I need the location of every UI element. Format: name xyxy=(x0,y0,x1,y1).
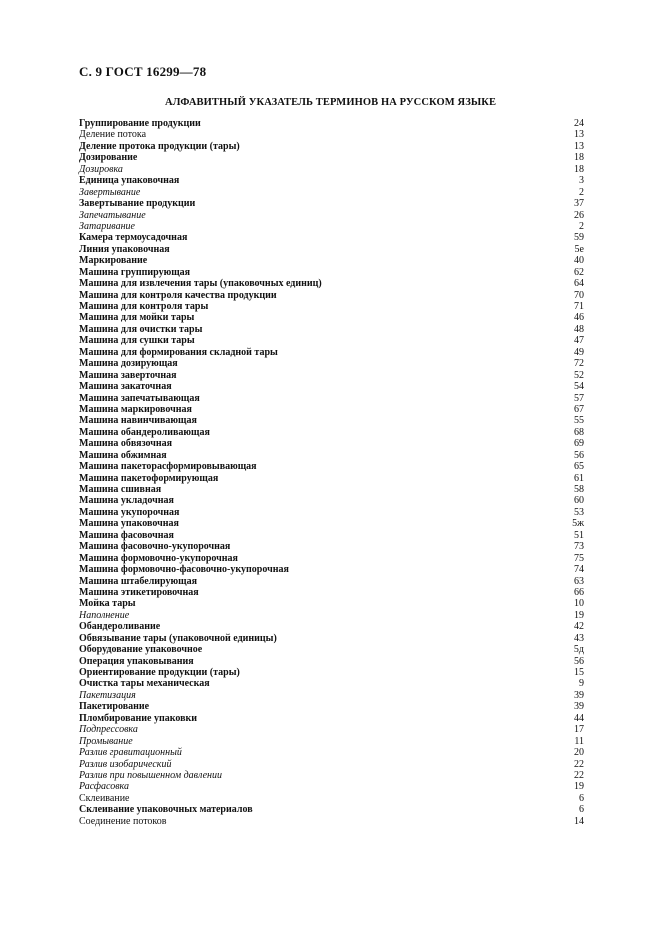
index-entry-number: 60 xyxy=(574,495,584,507)
index-entry xyxy=(79,278,584,289)
index-entry-term: Машина упаковочная xyxy=(79,518,179,530)
index-entry xyxy=(79,736,584,747)
index-entry-number: 68 xyxy=(574,426,584,438)
index-entry-term: Машина для очистки тары xyxy=(79,323,203,335)
index-entry-term: Машина обвязочная xyxy=(79,438,173,450)
index-entry xyxy=(79,530,584,541)
index-entry-term: Пакетизация xyxy=(79,689,136,701)
index-entry xyxy=(79,495,584,506)
index-entry-term: Очистка тары механическая xyxy=(79,678,210,690)
index-entry xyxy=(79,759,584,770)
index-entry xyxy=(79,427,584,438)
index-entry-term: Склеивание упаковочных материалов xyxy=(79,804,253,816)
index-entry-term: Мойка тары xyxy=(79,598,136,610)
index-entry-number: 20 xyxy=(574,747,584,759)
index-entry-number: 9 xyxy=(579,678,584,690)
index-entry xyxy=(79,701,584,712)
index-entry-term: Запечатывание xyxy=(79,209,146,221)
index-entry xyxy=(79,633,584,644)
index-entry-number: 62 xyxy=(574,266,584,278)
index-entry xyxy=(79,816,584,827)
index-entry-number: 48 xyxy=(574,323,584,335)
index-entry-number: 57 xyxy=(574,392,584,404)
index-entry-number: 5д xyxy=(573,644,584,656)
index-entry xyxy=(79,198,584,209)
index-entry-number: 74 xyxy=(574,564,584,576)
index-entry-term: Машина запечатывающая xyxy=(79,392,200,404)
index-entry-number: 55 xyxy=(574,415,584,427)
index-entry-term: Затаривание xyxy=(79,220,135,232)
index-entry-number: 40 xyxy=(574,255,584,267)
index-entry xyxy=(79,553,584,564)
index-entry xyxy=(79,358,584,369)
index-entry xyxy=(79,690,584,701)
index-entry-term: Машина укупорочная xyxy=(79,506,180,518)
index-entry-term: Соединение потоков xyxy=(79,815,167,827)
index-entry-number: 43 xyxy=(574,632,584,644)
index-entry-number: 17 xyxy=(574,724,584,736)
index-entry xyxy=(79,518,584,529)
index-entry-number: 22 xyxy=(574,758,584,770)
index-entry-term: Завертывание продукции xyxy=(79,198,196,210)
index-entry-term: Подпрессовка xyxy=(79,724,138,736)
index-entry xyxy=(79,267,584,278)
index-entry-term: Разлив гравитационный xyxy=(79,747,182,759)
index-entry-term: Машина фасовочно-укупорочная xyxy=(79,541,231,553)
index-entry xyxy=(79,747,584,758)
index-entry-term: Дозирование xyxy=(79,152,138,164)
index-entry-term: Линия упаковочная xyxy=(79,243,170,255)
index-entry-term: Деление протока продукции (тары) xyxy=(79,140,240,152)
index-entry-number: 18 xyxy=(574,163,584,175)
index-entry-term: Деление потока xyxy=(79,129,147,141)
index-entry-term: Оборудование упаковочное xyxy=(79,644,203,656)
index-entry-term: Машина для извлечения тары (упаковочных единиц) xyxy=(79,278,322,290)
index-entry-term: Машина обжимная xyxy=(79,449,167,461)
index-entry xyxy=(79,793,584,804)
index-entry-number: 6 xyxy=(579,804,584,816)
index-entry xyxy=(79,210,584,221)
index-entry-number: 24 xyxy=(574,118,584,129)
index-entry xyxy=(79,610,584,621)
index-entry-number: 66 xyxy=(574,586,584,598)
index-entry-number: 63 xyxy=(574,575,584,587)
index-entry xyxy=(79,804,584,815)
index-entry-number: 65 xyxy=(574,461,584,473)
index-entry-number: 52 xyxy=(574,369,584,381)
index-entry-number: 51 xyxy=(574,529,584,541)
index-entry-number: 47 xyxy=(574,335,584,347)
index-entry-number: 26 xyxy=(574,209,584,221)
index-entry xyxy=(79,290,584,301)
index-entry-number: 2 xyxy=(579,186,584,198)
index-entry-term: Единица упаковочная xyxy=(79,175,180,187)
index-entry-number: 3 xyxy=(579,175,584,187)
index-entry-term: Машина фасовочная xyxy=(79,529,174,541)
index-entry-number: 58 xyxy=(574,484,584,495)
index-entry-term: Склеивание xyxy=(79,792,130,804)
index-entry xyxy=(79,221,584,232)
index-entry-number: 5ж xyxy=(572,518,584,530)
index-entry-term: Ориентирование продукции (тары) xyxy=(79,667,240,678)
index-entry-number: 61 xyxy=(574,472,584,484)
index-entry-term: Завертывание xyxy=(79,186,141,198)
index-entry xyxy=(79,118,584,129)
index-entry-term: Машина для мойки тары xyxy=(79,312,195,324)
index-entry-number: 59 xyxy=(574,232,584,244)
index-entry-term: Машина укладочная xyxy=(79,495,174,507)
index-entry xyxy=(79,164,584,175)
index-entry xyxy=(79,598,584,609)
index-entry xyxy=(79,381,584,392)
index-entry-number: 54 xyxy=(574,381,584,393)
index-entry xyxy=(79,724,584,735)
index-entry xyxy=(79,621,584,632)
index-entry-number: 19 xyxy=(574,781,584,793)
index-entry-number: 37 xyxy=(574,198,584,210)
index-entry-number: 5е xyxy=(574,243,584,255)
index-entry xyxy=(79,393,584,404)
index-entry-term: Расфасовка xyxy=(79,781,129,793)
index-entry xyxy=(79,175,584,186)
index-entry xyxy=(79,576,584,587)
index-entry-term: Наполнение xyxy=(79,609,130,621)
index-entry xyxy=(79,438,584,449)
index-entry-term: Машина для контроля качества продукции xyxy=(79,289,277,301)
index-entry-number: 56 xyxy=(574,655,584,667)
index-entry xyxy=(79,781,584,792)
index-entry xyxy=(79,507,584,518)
index-entry-number: 73 xyxy=(574,541,584,553)
index-entry-number: 70 xyxy=(574,289,584,301)
index-entry-number: 42 xyxy=(574,621,584,633)
index-entry xyxy=(79,461,584,472)
index-entry xyxy=(79,152,584,163)
index-entry-term: Машина заверточная xyxy=(79,369,177,381)
index-entry xyxy=(79,770,584,781)
index-entry xyxy=(79,370,584,381)
index-entry xyxy=(79,644,584,655)
index-entry-term: Машина обандероливающая xyxy=(79,426,210,438)
index-entry xyxy=(79,404,584,415)
index-entry-term: Машина формовочно-фасовочно-укупорочная xyxy=(79,564,289,576)
index-entry-term: Обандероливание xyxy=(79,621,161,633)
index-entry-term: Машина закаточная xyxy=(79,381,172,393)
index-entry-term: Машина этикетировочная xyxy=(79,586,199,598)
index-entry xyxy=(79,564,584,575)
index-entry-term: Маркирование xyxy=(79,255,148,267)
index-entry-term: Машина маркировочная xyxy=(79,403,192,415)
index-entry xyxy=(79,187,584,198)
index-entry-term: Обвязывание тары (упаковочной единицы) xyxy=(79,632,277,644)
index-entry xyxy=(79,667,584,678)
index-entry-number: 44 xyxy=(574,712,584,724)
index-entry-number: 22 xyxy=(574,769,584,781)
index-entry-term: Операция упаковывания xyxy=(79,655,194,667)
index-entry-number: 75 xyxy=(574,552,584,564)
page-header: С. 9 ГОСТ 16299—78 xyxy=(79,64,207,79)
index-entry-number: 64 xyxy=(574,278,584,290)
index-entry-term: Машина штабелирующая xyxy=(79,575,197,587)
index-entry xyxy=(79,244,584,255)
index-entry xyxy=(79,312,584,323)
index-entry xyxy=(79,713,584,724)
index-entry-term: Машина группирующая xyxy=(79,266,191,278)
index-entry-number: 67 xyxy=(574,403,584,415)
index-entry-number: 14 xyxy=(574,815,584,827)
index-entry xyxy=(79,129,584,140)
index-entry xyxy=(79,450,584,461)
index-entry-number: 10 xyxy=(574,598,584,610)
index-entry-term: Группирование продукции xyxy=(79,118,201,129)
index-entry-term: Машина дозирующая xyxy=(79,358,178,370)
index-entry xyxy=(79,141,584,152)
index-entry-term: Разлив изобарический xyxy=(79,758,172,770)
index-entry-term: Промывание xyxy=(79,735,133,747)
index-entry xyxy=(79,232,584,243)
index-entry-term: Разлив при повышенном давлении xyxy=(79,769,223,781)
index-entry-term: Машина для контроля тары xyxy=(79,301,209,312)
index-entry-number: 13 xyxy=(574,140,584,152)
index-entry xyxy=(79,484,584,495)
index-entry-term: Машина пакетоформирующая xyxy=(79,472,219,484)
index-entry-term: Машина для формирования складной тары xyxy=(79,346,278,358)
index-entry-number: 56 xyxy=(574,449,584,461)
index-entry xyxy=(79,301,584,312)
index-entry-term: Машина формовочно-укупорочная xyxy=(79,552,238,564)
index-entry-number: 72 xyxy=(574,358,584,370)
index-entry xyxy=(79,587,584,598)
index-entry-number: 13 xyxy=(574,129,584,141)
index-entry-number: 18 xyxy=(574,152,584,164)
index-entry xyxy=(79,678,584,689)
index-entry xyxy=(79,335,584,346)
index-entry xyxy=(79,415,584,426)
index-entry-term: Машина для сушки тары xyxy=(79,335,195,347)
index-entry-term: Машина пакеторасформировывающая xyxy=(79,461,257,473)
index-entry-term: Пломбирование упаковки xyxy=(79,712,198,724)
index-entry-number: 6 xyxy=(579,792,584,804)
index-entry-number: 69 xyxy=(574,438,584,450)
index-entry-number: 2 xyxy=(579,220,584,232)
index-entry-term: Машина сшивная xyxy=(79,484,162,495)
index-entry-term: Машина навинчивающая xyxy=(79,415,197,427)
index-entry-number: 39 xyxy=(574,689,584,701)
index-entry-number: 39 xyxy=(574,701,584,713)
index-entry-number: 11 xyxy=(574,735,584,747)
index-entry xyxy=(79,347,584,358)
index-entry-number: 49 xyxy=(574,346,584,358)
index-entry xyxy=(79,473,584,484)
index-entry-number: 71 xyxy=(574,301,584,312)
index-entry xyxy=(79,656,584,667)
index-entry-number: 15 xyxy=(574,667,584,678)
index-entry-term: Камера термоусадочная xyxy=(79,232,188,244)
index-entry-number: 53 xyxy=(574,506,584,518)
index-entry xyxy=(79,541,584,552)
index-entry xyxy=(79,255,584,266)
index-entry-list xyxy=(79,118,584,827)
index-title: АЛФАВИТНЫЙ УКАЗАТЕЛЬ ТЕРМИНОВ НА РУССКОМ ЯЗЫКЕ xyxy=(164,97,497,108)
index-entry-term: Пакетирование xyxy=(79,701,150,713)
index-entry-number: 19 xyxy=(574,609,584,621)
index-entry xyxy=(79,324,584,335)
index-entry-number: 46 xyxy=(574,312,584,324)
index-entry-term: Дозировка xyxy=(79,163,123,175)
